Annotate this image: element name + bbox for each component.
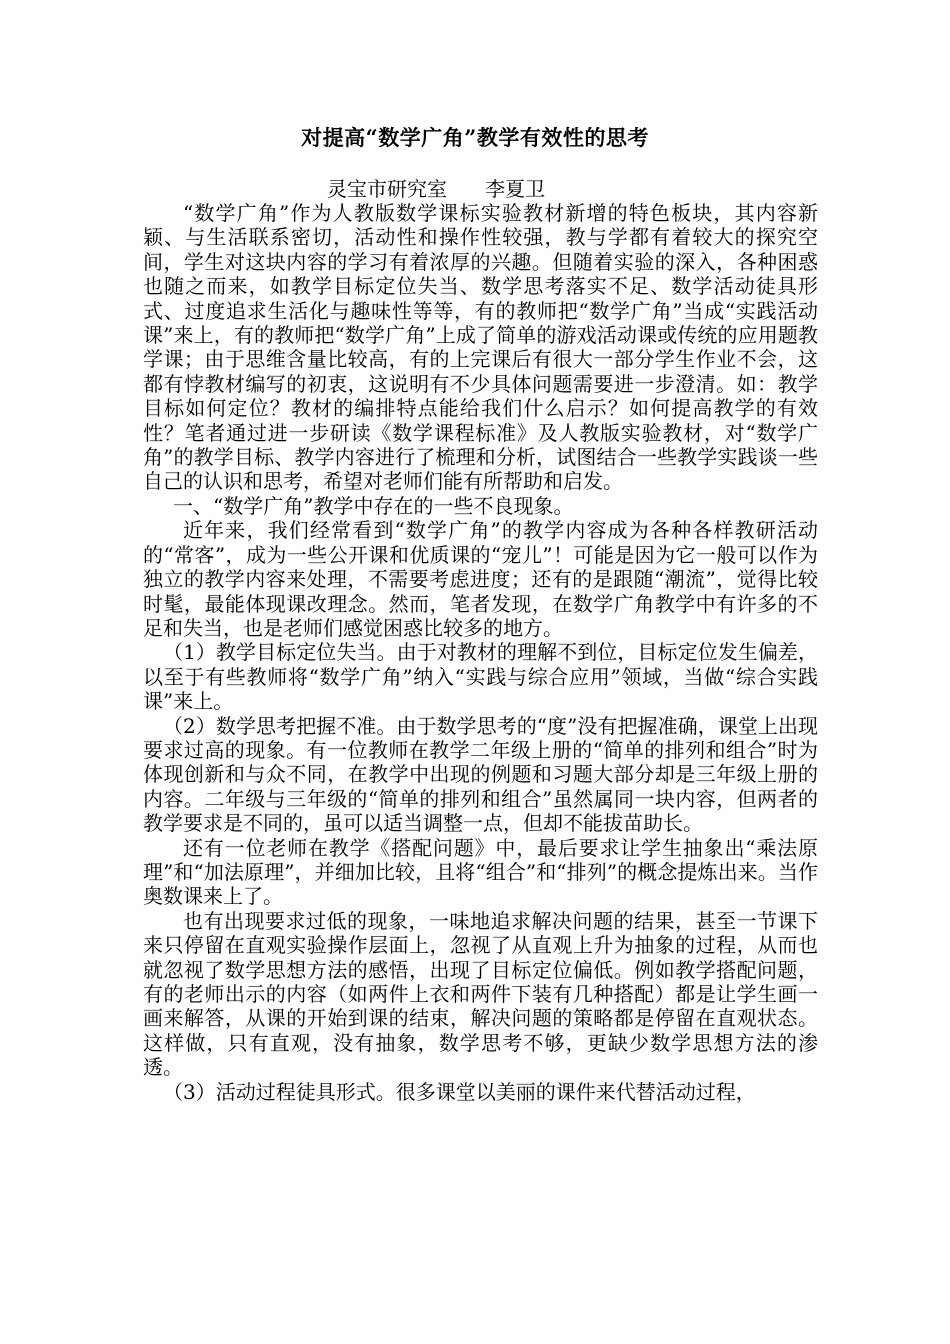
paragraph: 近年来，我们经常看到“数学广角”的教学内容成为各种各样教研活动的“常客”，成为一些公开课和优质课的“宠儿”！可能是因为它一般可以作为独立的教学内容来处理，不需要考虑进度；还有的是跟随“潮流”，觉得比较时髦，最能体现课改理念。然而，笔者发现，在数学广角教学中有许多的不足和失当，也是老师们感觉困惑比较多的地方。 bbox=[143, 518, 818, 640]
numbered-paragraph: （2）数学思考把握不准。由于数学思考的“度”没有把握准确，课堂上出现要求过高的现象。有一位教师在教学二年级上册的“简单的排列和组合”时为体现创新和与众不同，在教学中出现的例题和习题大部分却是三年级上册的内容。二年级与三年级的“简单的排列和组合”虽然属同一块内容，但两者的教学要求是不同的，虽可以适当调整一点，但却不能拔苗助长。 bbox=[143, 713, 818, 836]
paragraph: 也有出现要求过低的现象，一味地追求解决问题的结果，甚至一节课下来只停留在直观实验操作层面上，忽视了从直观上升为抽象的过程，从而也就忽视了数学思想方法的感悟，出现了目标定位偏低。例如教学搭配问题，有的老师出示的内容（如两件上衣和两件下装有几种搭配）都是让学生画一画来解答，从课的开始到课的结束，解决问题的策略都是停留在直观状态。这样做，只有直观，没有抽象，数学思考不够，更缺少数学思想方法的渗透。 bbox=[143, 908, 818, 1080]
document-body bbox=[143, 201, 818, 1104]
paragraph: 还有一位老师在教学《搭配问题》中，最后要求让学生抽象出“乘法原理”和“加法原理”，并细加比较，且将“组合”和“排列”的概念提炼出来。当作奥数课来上了。 bbox=[143, 835, 818, 909]
numbered-paragraph: （3）活动过程徒具形式。很多课堂以美丽的课件来代替活动过程， bbox=[163, 1079, 756, 1104]
numbered-paragraph: （1）教学目标定位失当。由于对教材的理解不到位，目标定位发生偏差，以至于有些教师将“数学广角”纳入“实践与综合应用”领域，当做“综合实践课”来上。 bbox=[143, 640, 818, 714]
author-line: 灵宝市研究室 李夏卫 bbox=[327, 177, 546, 201]
section-heading: 一、“数学广角”教学中存在的一些不良现象。 bbox=[173, 493, 574, 518]
paragraph: “数学广角”作为人教版数学课标实验教材新增的特色板块，其内容新颖、与生活联系密切，活动性和操作性较强，教与学都有着较大的探究空间，学生对这块内容的学习有着浓厚的兴趣。但随着实验的深入，各种困惑也随之而来，如教学目标定位失当、数学思考落实不足、数学活动徒具形式、过度追求生活化与趣味性等等，有的教师把“数学广角”当成“实践活动课”来上，有的教师把“数学广角”上成了简单的游戏活动课或传统的应用题教学课；由于思维含量比较高，有的上完课后有很大一部分学生作业不会，这都有悖教材编写的初衷，这说明有不少具体问题需要进一步澄清。如：教学目标如何定位？教材的编排特点能给我们什么启示？如何提高教学的有效性？笔者通过进一步研读《数学课程标准》及人教版实验教材，对“数学广角”的教学目标、教学内容进行了梳理和分析，试图结合一些教学实践谈一些自己的认识和思考，希望对老师们能有所帮助和启发。 bbox=[143, 201, 818, 494]
document-title: 对提高“数学广角”教学有效性的思考 bbox=[301, 125, 649, 150]
